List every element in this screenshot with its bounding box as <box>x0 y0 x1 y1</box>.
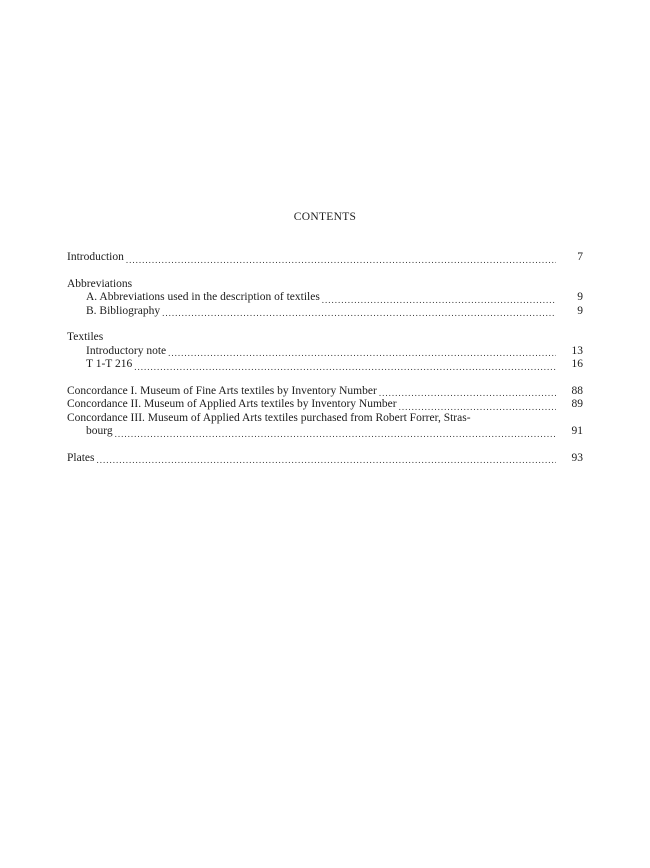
toc-section-heading-textiles: Textiles <box>67 331 104 343</box>
toc-section-heading-abbreviations: Abbreviations <box>67 277 133 290</box>
toc-entry-label-continued: bourg <box>86 425 113 437</box>
toc-page-number: 89 <box>571 398 583 410</box>
toc-entry-concordance-3-line1[interactable] <box>67 412 583 426</box>
toc-entry-label: Concordance I. Museum of Fine Arts textiles by Inventory Number <box>67 384 377 397</box>
toc-page-number: 13 <box>571 344 583 357</box>
dot-leader <box>379 388 556 398</box>
toc-entry-plates[interactable] <box>67 452 583 466</box>
toc-entry-label: Plates <box>67 451 95 464</box>
dot-leader <box>126 255 556 265</box>
toc-page-number: 9 <box>577 304 583 317</box>
table-of-contents <box>67 251 583 465</box>
dot-leader <box>399 402 556 412</box>
toc-page-number: 7 <box>577 251 583 263</box>
dot-leader <box>134 362 556 372</box>
toc-page-number: 16 <box>571 358 583 370</box>
toc-page-number: 93 <box>571 451 583 464</box>
toc-entry-label: T 1-T 216 <box>86 358 133 370</box>
dot-leader <box>115 429 556 439</box>
toc-entry-t1-t216[interactable] <box>67 358 583 372</box>
toc-entry-abbreviations-a[interactable] <box>67 291 583 305</box>
toc-entry-label: Concordance III. Museum of Applied Arts textiles purchased from Robert Forrer, Stras- <box>67 411 471 424</box>
toc-entry-introduction[interactable] <box>67 251 583 265</box>
toc-entry-label: B. Bibliography <box>86 304 161 317</box>
toc-entry-concordance-1[interactable] <box>67 385 583 399</box>
dot-leader <box>322 295 556 305</box>
toc-page-number: 88 <box>571 384 583 397</box>
dot-leader <box>168 348 556 358</box>
toc-entry-label: Concordance II. Museum of Applied Arts textiles by Inventory Number <box>67 398 397 410</box>
page-title: CONTENTS <box>293 211 357 223</box>
toc-entry-bibliography[interactable] <box>67 305 583 319</box>
toc-entry-label: Introduction <box>67 251 124 263</box>
toc-entry-concordance-2[interactable] <box>67 398 583 412</box>
toc-entry-label: A. Abbreviations used in the description of textiles <box>86 291 320 303</box>
dot-leader <box>162 308 556 318</box>
dot-leader <box>96 455 556 465</box>
toc-entry-introductory-note[interactable] <box>67 345 583 359</box>
toc-page-number: 9 <box>577 291 583 303</box>
toc-entry-label: Introductory note <box>86 344 167 357</box>
toc-entry-concordance-3-line2[interactable] <box>67 425 583 439</box>
toc-page-number: 91 <box>571 425 583 437</box>
